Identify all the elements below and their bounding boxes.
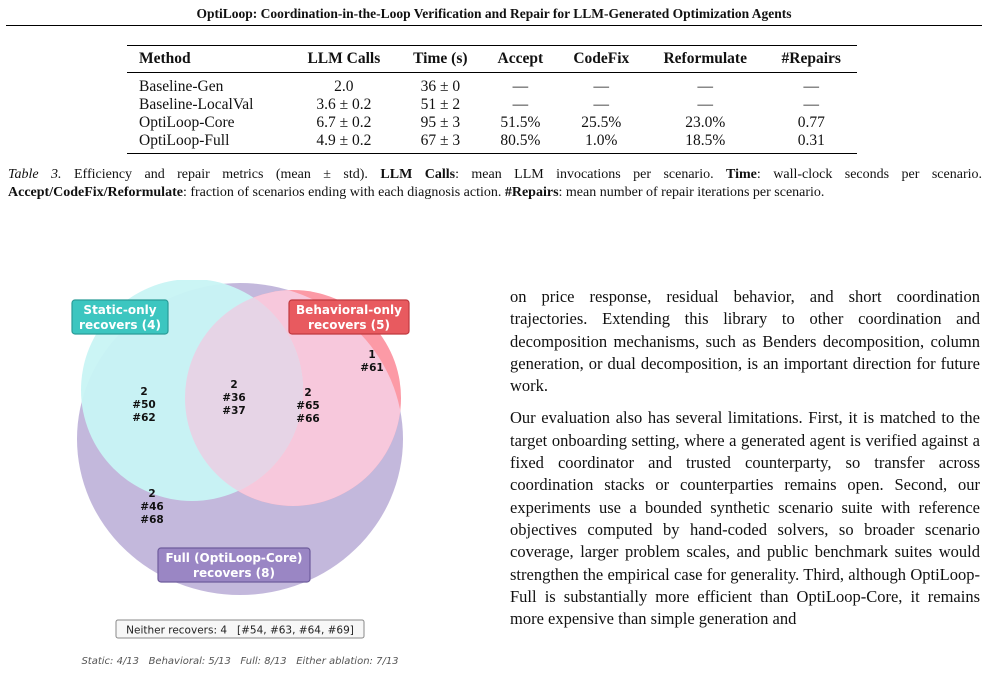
running-head: OptiLoop: Coordination-in-the-Loop Verification and Repair for LLM-Generated Optimization Agents: [196, 6, 792, 21]
region-behavioral-full-id: #66: [296, 413, 320, 425]
caption-term: #Repairs: [504, 184, 559, 200]
table-cell: 0.77: [797, 114, 825, 131]
table-cell: —: [697, 78, 713, 95]
label-line: Behavioral-only: [296, 303, 402, 317]
region-behavioral-only-id: #61: [360, 362, 384, 374]
region-full-only-id: #68: [140, 514, 164, 526]
table-cell: 6.7 ± 0.2: [316, 114, 372, 131]
region-behavioral-only-count: 1: [368, 349, 376, 361]
region-static-full-count: 2: [140, 386, 148, 398]
caption-label: Table 3.: [8, 167, 62, 182]
label-line: recovers (8): [193, 566, 275, 580]
table-cell: —: [593, 78, 610, 95]
region-static-full-id: #62: [132, 412, 156, 424]
label-line: recovers (4): [79, 318, 161, 332]
table-cell: —: [512, 96, 529, 113]
table-cell: 3.6 ± 0.2: [316, 96, 372, 113]
table-cell: 51.5%: [500, 114, 541, 131]
table-cell: —: [697, 96, 713, 113]
table-cell: 0.31: [797, 132, 825, 149]
caption-text: Efficiency and repair metrics (mean ± std).: [61, 167, 381, 182]
table-cell: 25.5%: [581, 114, 622, 131]
table-cell: 18.5%: [685, 132, 726, 149]
caption-term: LLM Calls: [380, 167, 456, 182]
full-label: [158, 548, 310, 582]
col-accept: Accept: [497, 50, 544, 67]
col-llm-calls: LLM Calls: [307, 50, 381, 67]
table-cell: Baseline-Gen: [139, 78, 224, 95]
table-cell: 51 ± 2: [420, 96, 461, 113]
col-repairs: #Repairs: [781, 50, 841, 67]
caption-term: Time: [726, 167, 757, 182]
table-cell: 67 ± 3: [420, 132, 461, 149]
table-cell: OptiLoop-Full: [139, 132, 230, 149]
table-row: [127, 114, 857, 132]
col-reformulate: Reformulate: [663, 50, 747, 67]
body-paragraph: Our evaluation also has several limitations. First, it is matched to the target onboarding setting, where a generated agent is verified against a fixed coordinator and trusted counterparty, so transfer across coordination stacks or counterparties remains open. Second, our experiments use a bounded synthetic scenario suite with reference objectives computed by hand-coded solvers, so broader scenario coverage, larger problem scales, and public benchmark suites would strengthen the empirical case for generality. Third, although OptiLoop-Full is substantially more efficient than OptiLoop-Core, it remains more expensive than simple generation and: [510, 408, 980, 629]
label-line: recovers (5): [308, 318, 390, 332]
table-cell: —: [803, 78, 820, 95]
table-cell: —: [803, 96, 820, 113]
region-all-three-id: #36: [222, 392, 246, 404]
table-cell: 2.0: [334, 78, 354, 95]
table-header-row: [127, 46, 857, 73]
label-line: Static-only: [83, 303, 157, 317]
efficiency-table: [127, 45, 857, 154]
region-all-three-id: #37: [222, 405, 246, 417]
table-cell: OptiLoop-Core: [139, 114, 235, 131]
label-line: Full (OptiLoop-Core): [165, 551, 303, 565]
table-cell: 36 ± 0: [420, 78, 461, 95]
caption-text: : fraction of scenarios ending with each diagnosis action.: [182, 184, 505, 200]
col-time: Time (s): [413, 50, 468, 67]
table-cell: —: [593, 96, 610, 113]
region-behavioral-full-count: 2: [304, 387, 312, 399]
behavioral-only-label: [289, 300, 409, 334]
col-method: Method: [139, 50, 191, 67]
table-cell: 23.0%: [685, 114, 726, 131]
table-cell: 4.9 ± 0.2: [316, 132, 372, 149]
body-column: [510, 286, 980, 640]
region-full-only-id: #46: [140, 501, 164, 513]
body-paragraph: on price response, residual behavior, and short coordination trajectories. Extending this library to other coordination and decomposition mechanisms, such as Benders decomposition, column generation, or dual decomposition, is an important direction for future work.: [510, 287, 980, 396]
caption-text: : mean number of repair iterations per scenario.: [558, 184, 825, 200]
caption-term: Accept/CodeFix/Reformulate: [8, 184, 183, 200]
table-caption: [8, 166, 982, 201]
neither-text: Neither recovers: 4 [#54, #63, #64, #69]: [126, 624, 354, 637]
caption-text: : mean LLM invocations per scenario.: [455, 167, 727, 182]
venn-diagram: [0, 280, 490, 685]
region-all-three-count: 2: [230, 379, 238, 391]
venn-footer: Static: 4/13 Behavioral: 5/13 Full: 8/13 Either ablation: 7/13: [81, 656, 399, 667]
table-cell: Baseline-LocalVal: [139, 96, 254, 113]
header-rule: [6, 25, 982, 26]
static-only-label: [72, 300, 168, 334]
region-behavioral-full-id: #65: [296, 400, 320, 412]
table-cell: 1.0%: [585, 132, 618, 149]
table-cell: 95 ± 3: [420, 114, 461, 131]
table-row: [127, 73, 857, 97]
table-row: [127, 96, 857, 114]
region-full-only-count: 2: [148, 488, 156, 500]
table-cell: 80.5%: [500, 132, 541, 149]
table-row: [127, 132, 857, 154]
region-static-full-id: #50: [132, 399, 156, 411]
caption-text: : wall-clock seconds per scenario.: [756, 167, 982, 182]
table-cell: —: [512, 78, 529, 95]
col-codefix: CodeFix: [573, 50, 630, 67]
